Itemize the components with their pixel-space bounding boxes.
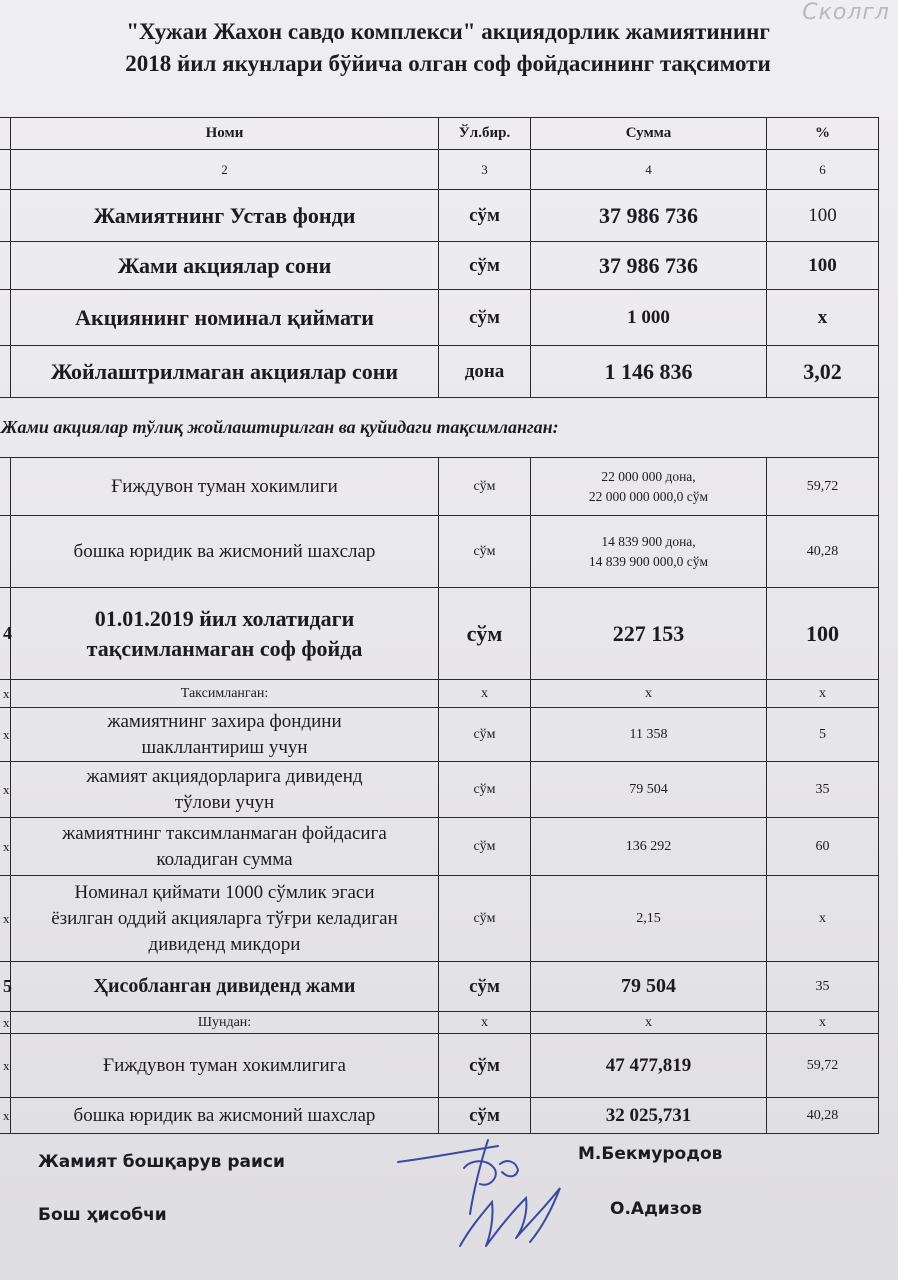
row-pct: 59,72 — [767, 1034, 879, 1098]
row-sum: 37 986 736 — [531, 190, 767, 242]
row-no: х — [0, 1012, 11, 1034]
header-name: Номи — [11, 118, 439, 150]
table-row — [0, 962, 879, 1012]
row-sum: 227 153 — [531, 588, 767, 680]
row-pct: х — [767, 680, 879, 708]
section-row — [0, 398, 879, 458]
colnum-pct: 6 — [767, 150, 879, 190]
row-unit: сўм — [439, 962, 531, 1012]
row-name: Шундан: — [11, 1012, 439, 1034]
table-row — [0, 1034, 879, 1098]
row-unit: сўм — [439, 588, 531, 680]
row-pct: х — [767, 1012, 879, 1034]
row-sum: 1 146 836 — [531, 346, 767, 398]
title-line-2: 2018 йил якунлари бўйича олган соф фойдасининг тақсимоти — [125, 51, 771, 76]
table-row — [0, 516, 879, 588]
table-row — [0, 762, 879, 818]
row-unit: х — [439, 1012, 531, 1034]
row-unit: дона — [439, 346, 531, 398]
row-name: Акциянинг номинал қиймати — [11, 290, 439, 346]
row-no: х — [0, 708, 11, 762]
row-unit: сўм — [439, 190, 531, 242]
title-line-1: "Хужаи Жахон савдо комплекси" акциядорлик жамиятининг — [126, 19, 770, 44]
row-pct: 100 — [767, 588, 879, 680]
row-name: Ғиждувон туман хокимлиги — [11, 458, 439, 516]
row-unit: сўм — [439, 1098, 531, 1134]
row-no: 5 — [0, 962, 11, 1012]
corner-note: Сколгл — [802, 0, 890, 25]
header-unit: Ўл.бир. — [439, 118, 531, 150]
row-name: жамият акциядорларига дивиденд тўлови учун — [11, 762, 439, 818]
colnum-sum: 4 — [531, 150, 767, 190]
table-row — [0, 242, 879, 290]
row-sum: 1 000 — [531, 290, 767, 346]
row-no: х — [0, 876, 11, 962]
colnum-unit: 3 — [439, 150, 531, 190]
row-pct: х — [767, 876, 879, 962]
row-name: бошка юридик ва жисмоний шахслар — [11, 1098, 439, 1134]
row-no: 4 — [0, 588, 11, 680]
row-no: х — [0, 818, 11, 876]
row-sum: 37 986 736 — [531, 242, 767, 290]
row-name: Жамиятнинг Устав фонди — [11, 190, 439, 242]
row-sum: 136 292 — [531, 818, 767, 876]
table-row-profit — [0, 588, 879, 680]
row-sum: х — [531, 680, 767, 708]
table-row — [0, 1012, 879, 1034]
table-header-row — [0, 118, 879, 150]
colnum-name: 2 — [11, 150, 439, 190]
row-name: бошка юридик ва жисмоний шахслар — [11, 516, 439, 588]
row-pct: 60 — [767, 818, 879, 876]
signature-graphic — [390, 1118, 580, 1258]
table-row — [0, 876, 879, 962]
table-row — [0, 818, 879, 876]
row-pct: 40,28 — [767, 516, 879, 588]
row-pct: 35 — [767, 762, 879, 818]
table-row — [0, 680, 879, 708]
accountant-name: О.Адизов — [610, 1199, 703, 1219]
row-no: х — [0, 680, 11, 708]
row-name: жамиятнинг захира фондини шакллантириш учун — [11, 708, 439, 762]
table-row — [0, 346, 879, 398]
row-unit: сўм — [439, 516, 531, 588]
row-unit: сўм — [439, 1034, 531, 1098]
row-name: Жойлаштрилмаган акциялар сони — [11, 346, 439, 398]
row-pct: 40,28 — [767, 1098, 879, 1134]
row-sum: 79 504 — [531, 962, 767, 1012]
row-unit: сўм — [439, 458, 531, 516]
row-name: жамиятнинг таксимланмаган фойдасига коладиган сумма — [11, 818, 439, 876]
row-unit: сўм — [439, 290, 531, 346]
header-no — [0, 118, 11, 150]
row-sum: 22 000 000 дона, 22 000 000 000,0 сўм — [531, 458, 767, 516]
row-sum: 47 477,819 — [531, 1034, 767, 1098]
row-sum: х — [531, 1012, 767, 1034]
chair-label: Жамият бошқарув раиси — [38, 1152, 285, 1172]
row-unit: сўм — [439, 242, 531, 290]
row-name: Ҳисобланган дивиденд жами — [11, 962, 439, 1012]
row-pct: 100 — [767, 242, 879, 290]
row-unit: сўм — [439, 762, 531, 818]
row-no: х — [0, 762, 11, 818]
row-no: х — [0, 1034, 11, 1098]
row-pct: 3,02 — [767, 346, 879, 398]
table-row — [0, 290, 879, 346]
row-sum: 2,15 — [531, 876, 767, 962]
row-name: Таксимланган: — [11, 680, 439, 708]
row-pct: 100 — [767, 190, 879, 242]
chair-name: М.Бекмуродов — [578, 1144, 723, 1164]
row-sum: 14 839 900 дона, 14 839 900 000,0 сўм — [531, 516, 767, 588]
accountant-label: Бош ҳисобчи — [38, 1205, 167, 1225]
distribution-table — [0, 117, 879, 1134]
row-pct: х — [767, 290, 879, 346]
table-row — [0, 458, 879, 516]
column-number-row — [0, 150, 879, 190]
header-pct: % — [767, 118, 879, 150]
row-unit: сўм — [439, 876, 531, 962]
row-name: Жами акциялар сони — [11, 242, 439, 290]
row-sum: 32 025,731 — [531, 1098, 767, 1134]
row-unit: сўм — [439, 708, 531, 762]
row-pct: 59,72 — [767, 458, 879, 516]
row-pct: 5 — [767, 708, 879, 762]
row-sum: 79 504 — [531, 762, 767, 818]
row-name: Ғиждувон туман хокимлигига — [11, 1034, 439, 1098]
section-text: Жами акциялар тўлиқ жойлаштирилган ва қуйидаги тақсимланган: — [0, 398, 879, 458]
table-row — [0, 708, 879, 762]
row-unit: х — [439, 680, 531, 708]
row-sum: 11 358 — [531, 708, 767, 762]
row-no: х — [0, 1098, 11, 1134]
header-sum: Сумма — [531, 118, 767, 150]
document-title — [28, 16, 868, 80]
row-unit: сўм — [439, 818, 531, 876]
row-pct: 35 — [767, 962, 879, 1012]
row-name: 01.01.2019 йил холатидаги тақсимланмаган соф фойда — [11, 588, 439, 680]
row-name: Номинал қиймати 1000 сўмлик эгаси ёзилган оддий акцияларга тўғри келадиган дивиденд микдори — [11, 876, 439, 962]
table-row — [0, 190, 879, 242]
